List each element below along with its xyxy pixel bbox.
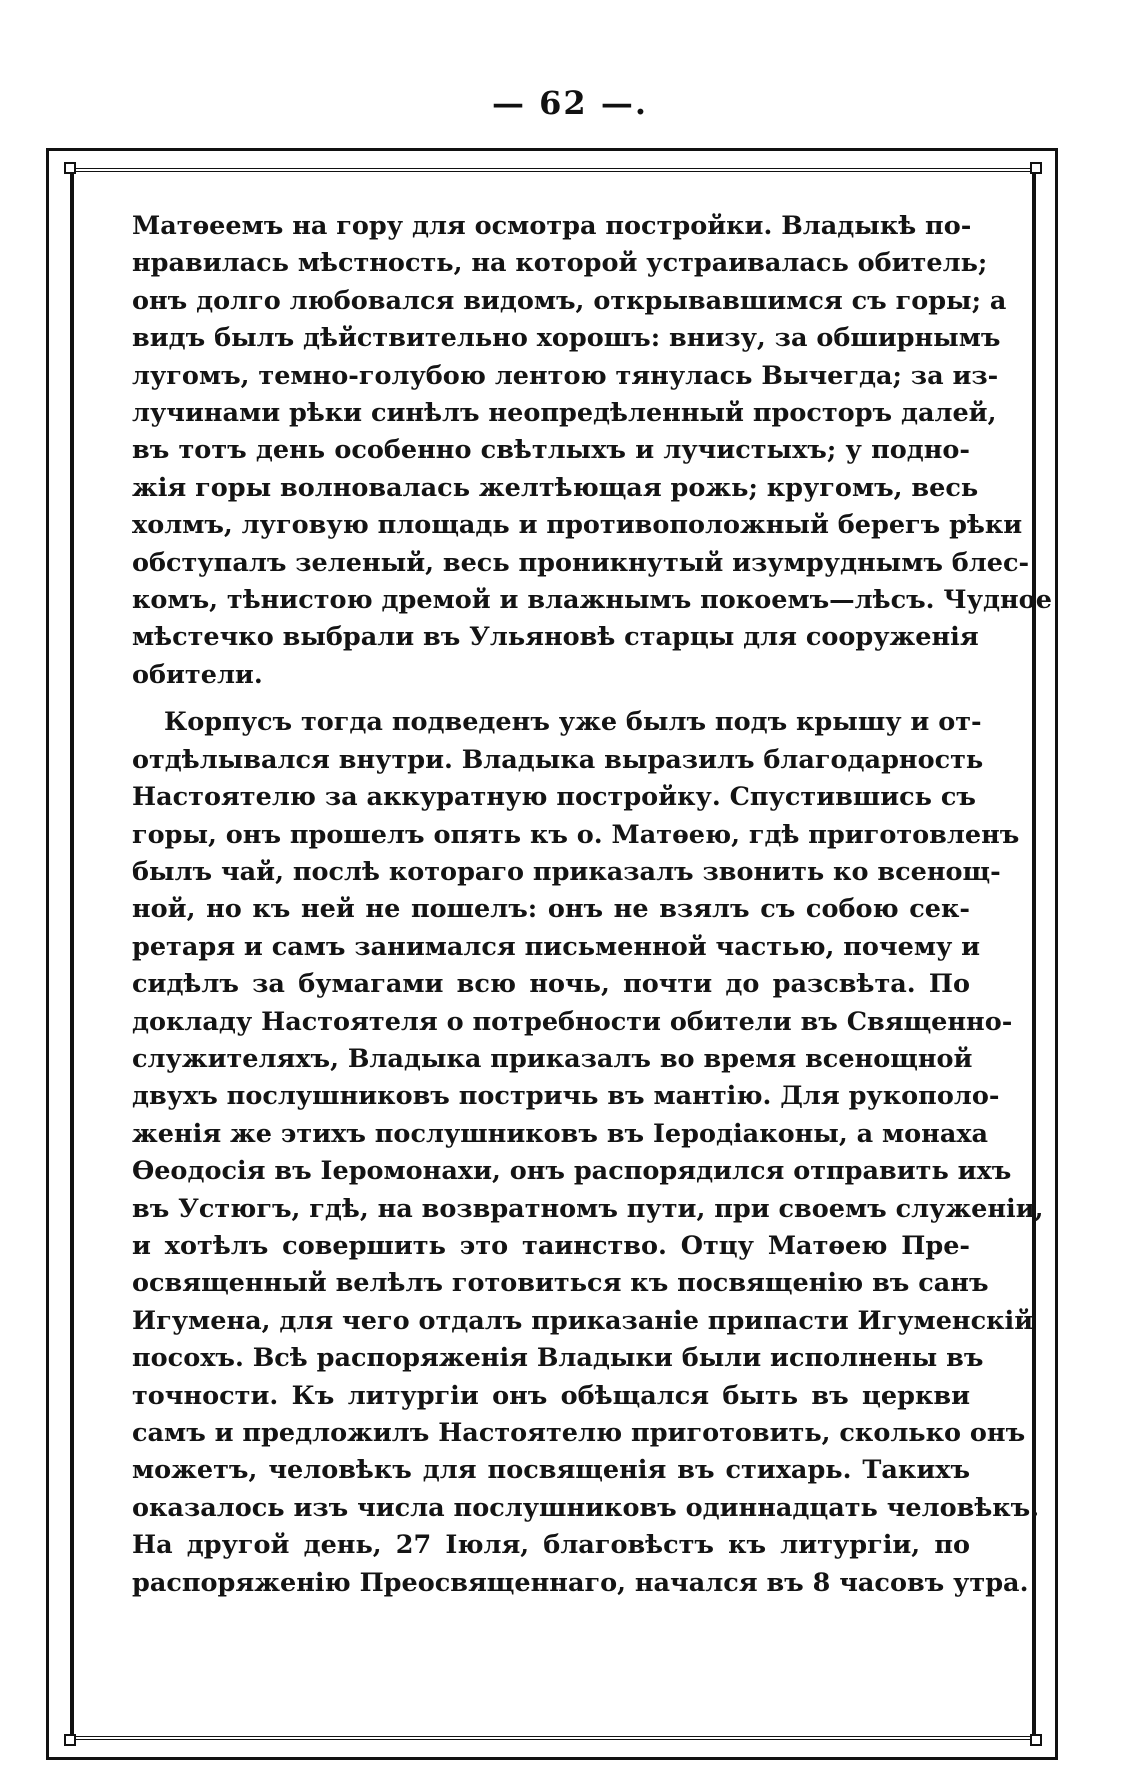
text-line: въ тотъ день особенно свѣтлыхъ и лучистыхъ; у подно-: [132, 435, 970, 466]
text-line: Ѳеодосія въ Іеромонахи, онъ распорядился отправить ихъ: [132, 1156, 1012, 1187]
text-line: докладу Настоятеля о потребности обители въ Священно-: [132, 1006, 1013, 1037]
text-line: ной, но къ ней не пошелъ: онъ не взялъ съ собою сек-: [132, 894, 970, 925]
text-line: служителяхъ, Владыка приказалъ во время всенощной: [132, 1043, 973, 1074]
text-line: обители.: [132, 659, 263, 690]
text-line: отдѣлывался внутри. Владыка выразилъ благодарность: [132, 744, 984, 775]
text-line: женія же этихъ послушниковъ въ Іеродіаконы, а монаха: [132, 1118, 989, 1149]
text-line: горы, онъ прошелъ опять къ о. Матѳею, гдѣ приготовленъ: [132, 819, 1020, 850]
text-line: На другой день, 27 Іюля, благовѣстъ къ литургіи, по: [132, 1530, 970, 1561]
text-line: лугомъ, темно-голубою лентою тянулась Вычегда; за из-: [132, 360, 999, 391]
text-line: онъ долго любовался видомъ, открывавшимся съ горы; а: [132, 285, 1007, 316]
text-line: ретаря и самъ занимался письменной частью, почему и: [132, 931, 981, 962]
text-line: освященный велѣлъ готовиться къ посвященію въ санъ: [132, 1268, 989, 1299]
paragraph-2: [132, 704, 1044, 1602]
text-line: Корпусъ тогда подведенъ уже былъ подъ крышу и от-: [164, 707, 982, 738]
text-line: Матѳеемъ на гору для осмотра постройки. Владыкѣ по-: [132, 211, 972, 241]
corner-ornament-bottom-left: [64, 1734, 76, 1746]
paragraph-1: [132, 208, 1052, 694]
text-line: двухъ послушниковъ постричь въ мантію. Для рукополо-: [132, 1081, 1000, 1112]
corner-ornament-top-left: [64, 162, 76, 174]
text-line: распоряженію Преосвященнаго, начался въ 8 часовъ утра.: [132, 1567, 1029, 1598]
text-line: жія горы волновалась желтѣющая рожь; кругомъ, весь: [132, 472, 979, 503]
text-line: и хотѣлъ совершить это таинство. Отцу Матѳею Пре-: [132, 1230, 970, 1261]
text-line: лучинами рѣки синѣлъ неопредѣленный просторъ далей,: [132, 398, 997, 429]
text-line: видъ былъ дѣйствительно хорошъ: внизу, за обширнымъ: [132, 323, 1001, 354]
text-line: оказалось изъ числа послушниковъ одиннадцать человѣкъ.: [132, 1492, 1040, 1523]
paragraph-gap: [132, 694, 970, 704]
text-line: нравилась мѣстность, на которой устраивалась обитель;: [132, 248, 988, 279]
text-line: холмъ, луговую площадь и противоположный берегъ рѣки: [132, 510, 1023, 541]
text-line: самъ и предложилъ Настоятелю приготовить, сколько онъ: [132, 1418, 1026, 1448]
text-line: точности. Къ литургіи онъ обѣщался быть въ церкви: [132, 1380, 970, 1411]
text-line: можетъ, человѣкъ для посвященія въ стихарь. Такихъ: [132, 1455, 970, 1486]
text-line: Настоятелю за аккуратную постройку. Спустившись съ: [132, 782, 976, 813]
page-number: — 62 —.: [492, 84, 648, 122]
body-text: [132, 208, 1052, 1602]
text-line: Игумена, для чего отдалъ приказаніе припасти Игуменскій: [132, 1305, 1034, 1336]
text-line: обступалъ зеленый, весь проникнутый изумруднымъ блес-: [132, 547, 1030, 578]
text-line: мѣстечко выбрали въ Ульяновѣ старцы для сооруженія: [132, 622, 979, 653]
corner-ornament-bottom-right: [1030, 1734, 1042, 1746]
corner-ornament-top-right: [1030, 162, 1042, 174]
text-line: посохъ. Всѣ распоряженія Владыки были исполнены въ: [132, 1343, 984, 1374]
text-line: комъ, тѣнистою дремой и влажнымъ покоемъ—лѣсъ. Чудное: [132, 585, 1052, 616]
text-line: сидѣлъ за бумагами всю ночь, почти до разсвѣта. По: [132, 969, 970, 1000]
text-line: былъ чай, послѣ котораго приказалъ звонить ко всенощ-: [132, 856, 1001, 887]
text-line: въ Устюгъ, гдѣ, на возвратномъ пути, при своемъ служеніи,: [132, 1193, 1044, 1224]
